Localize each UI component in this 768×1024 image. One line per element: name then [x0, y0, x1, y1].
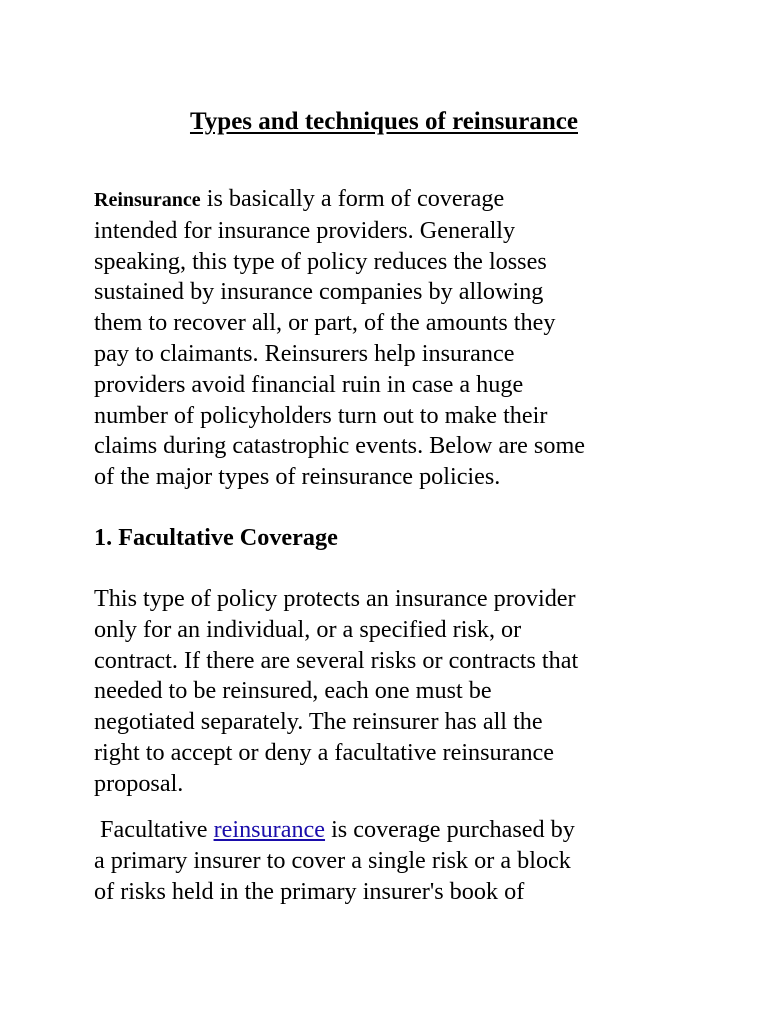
paragraph-line: right to accept or deny a facultative reinsurance	[94, 738, 555, 766]
document-title: Types and techniques of reinsurance	[189, 107, 578, 135]
intro-line: number of policyholders turn out to make their	[94, 401, 548, 429]
section-paragraph	[94, 584, 684, 800]
paragraph-line: only for an individual, or a specified risk, or	[94, 615, 522, 643]
line-prefix: Facultative	[94, 816, 214, 843]
intro-line: pay to claimants. Reinsurers help insurance	[94, 339, 515, 367]
line-suffix: is coverage purchased by	[325, 816, 575, 843]
paragraph-line: of risks held in the primary insurer's book of	[94, 877, 525, 905]
intro-line: them to recover all, or part, of the amounts they	[94, 309, 556, 337]
intro-line: providers avoid financial ruin in case a huge	[94, 370, 524, 398]
paragraph-line: This type of policy protects an insurance provider	[94, 585, 576, 612]
paragraph-line: contract. If there are several risks or contracts that	[94, 646, 579, 674]
paragraph-line	[94, 815, 684, 846]
intro-line-text: is basically a form of coverage	[200, 185, 505, 212]
paragraph-line: a primary insurer to cover a single risk or a block	[94, 846, 571, 874]
paragraph-line: proposal.	[94, 769, 184, 797]
lead-term: Reinsurance	[94, 189, 201, 211]
intro-line: speaking, this type of policy reduces the losses	[94, 247, 547, 275]
reinsurance-link[interactable]: reinsurance	[213, 816, 326, 843]
intro-line: intended for insurance providers. Generally	[94, 216, 516, 244]
section-heading: 1. Facultative Coverage	[94, 524, 338, 551]
intro-line: claims during catastrophic events. Below are some	[94, 432, 585, 460]
facultative-paragraph	[94, 815, 684, 907]
intro-paragraph	[94, 184, 684, 493]
intro-line: of the major types of reinsurance policies.	[94, 463, 501, 491]
intro-line: sustained by insurance companies by allowing	[94, 278, 544, 306]
intro-line	[94, 184, 684, 216]
paragraph-line: negotiated separately. The reinsurer has all the	[94, 708, 543, 736]
paragraph-line: needed to be reinsured, each one must be	[94, 677, 492, 705]
